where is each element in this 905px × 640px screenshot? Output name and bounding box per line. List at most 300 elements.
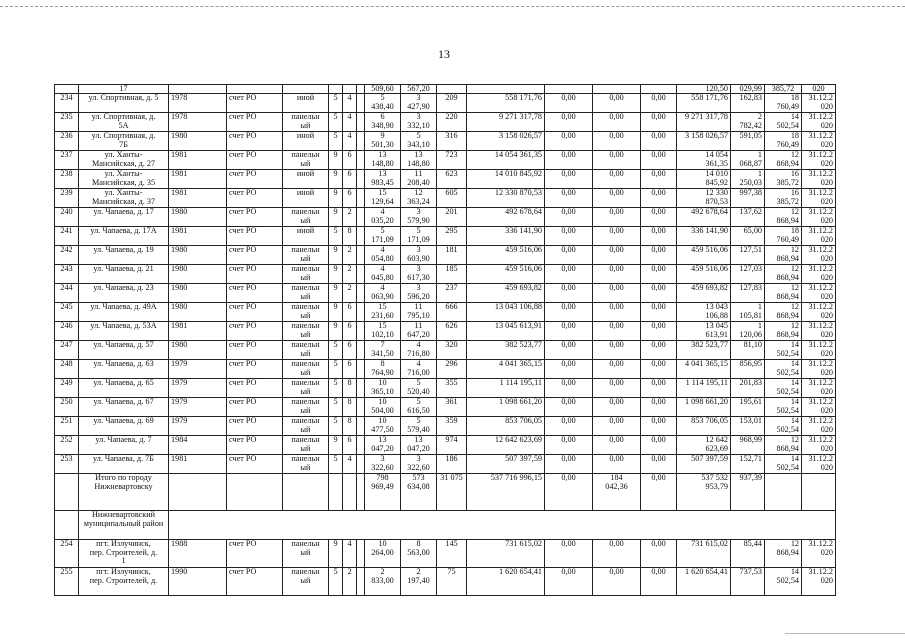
cell-max-cost-line: 14	[790, 454, 799, 464]
cell-area-total	[365, 474, 401, 511]
cell-owners-cost	[677, 398, 731, 417]
cell-fund-b	[593, 208, 641, 227]
cell-row-number	[55, 208, 79, 227]
cell-unit-cost	[731, 436, 765, 455]
cell-owners-cost	[677, 474, 731, 511]
cell-address	[79, 360, 169, 379]
cell-empty	[357, 322, 365, 341]
cell-owners-cost-line: 4 041 365,15	[685, 359, 728, 369]
cell-fund-b	[593, 341, 641, 360]
cell-area-total-line: 8	[380, 359, 385, 369]
cell-unit-cost	[731, 208, 765, 227]
cell-area-living	[401, 94, 437, 113]
cell-wall-material	[283, 265, 329, 284]
cell-area-total-line: 4	[380, 283, 385, 293]
cell-deadline-line: 020	[820, 424, 833, 434]
cell-fund-a-line: 0,00	[561, 264, 576, 274]
cell-floors-line: 9	[333, 283, 338, 293]
cell-year	[169, 417, 227, 436]
cell-area-living-line: 579,90	[407, 215, 430, 225]
cell-residents-line: 623	[445, 169, 458, 179]
cell-max-cost-line: 868,94	[776, 547, 799, 557]
cell-wall-material-line: иной	[296, 188, 315, 198]
cell-unit-cost	[731, 322, 765, 341]
cell-area-living-line: 322,60	[407, 462, 430, 472]
cell-address	[79, 284, 169, 303]
cell-total-cost-line: 1 098 661,20	[499, 397, 542, 407]
cell-fund-c-line: 0,00	[651, 473, 666, 483]
table-row	[55, 284, 836, 303]
cell-wall-material	[283, 227, 329, 246]
cell-max-cost	[765, 379, 802, 398]
cell-row-number-line: 241	[60, 226, 73, 236]
cell-year-line: 1980	[171, 207, 188, 217]
cell-area-living	[401, 303, 437, 322]
cell-residents	[437, 284, 467, 303]
cell-max-cost-line: 12	[790, 150, 799, 160]
cell-owners-cost-line: 13 045	[705, 321, 728, 331]
cell-entrances	[343, 398, 357, 417]
cell-fund-a	[545, 436, 593, 455]
cell-area-living-line: 573	[412, 473, 425, 483]
cell-max-cost-line: 12	[790, 245, 799, 255]
cell-max-cost-line: 14	[790, 567, 799, 577]
cell-fund-a	[545, 265, 593, 284]
cell-fund-c	[641, 379, 677, 398]
city-total-label	[79, 474, 169, 511]
cell-entrances	[343, 417, 357, 436]
cell-fund-c	[641, 303, 677, 322]
cell-entrances-line: 8	[347, 378, 352, 388]
cell-address	[79, 189, 169, 208]
cell-area-total	[365, 417, 401, 436]
cell-deadline	[802, 94, 836, 113]
cell-fund-b-line: 0,00	[609, 169, 624, 179]
cell-fund-method	[227, 246, 283, 265]
cell-fund-method-line: счет РО	[229, 169, 257, 179]
cell-residents	[437, 208, 467, 227]
cell-year-line: 1981	[171, 226, 188, 236]
cell-empty	[329, 474, 343, 511]
cell-wall-material-line: ый	[300, 215, 311, 225]
cell-owners-cost	[677, 170, 731, 189]
cell-total-cost	[467, 246, 545, 265]
cell-max-cost-line: 385,72	[776, 196, 799, 206]
cell-fund-b	[593, 474, 641, 511]
cell-floors-line: 9	[333, 150, 338, 160]
cell-deadline-line: 31.12.2	[808, 539, 833, 549]
cell-fund-b-line: 0,00	[609, 207, 624, 217]
cell-fund-b-line: 0,00	[609, 435, 624, 445]
cell-area-living-line: 3	[416, 207, 421, 217]
cell-total-cost-line: 14 010 845,92	[494, 169, 542, 179]
cell-area-living	[401, 170, 437, 189]
cell-row-number-line: 240	[60, 207, 73, 217]
cell-wall-material-line: панельн	[291, 567, 320, 577]
cell-area-living-line: 11	[414, 321, 423, 331]
cell-fund-a	[545, 540, 593, 568]
cell-entrances	[343, 341, 357, 360]
cell-wall-material	[283, 398, 329, 417]
cell-fund-method	[227, 417, 283, 436]
cell-area-total-line: 054,80	[371, 253, 394, 263]
cell-residents-line: 295	[445, 226, 458, 236]
cell-residents-line: 181	[445, 245, 458, 255]
cell-fund-a-line: 0,00	[561, 454, 576, 464]
cell-fund-c-line: 0,00	[651, 93, 666, 103]
cell-wall-material	[283, 284, 329, 303]
cell-fund-a	[545, 341, 593, 360]
cell-unit-cost-line: 81,10	[743, 340, 762, 350]
cell-fund-c	[641, 189, 677, 208]
cell-floors-line: 9	[333, 188, 338, 198]
cell-owners-cost	[677, 265, 731, 284]
cell-owners-cost-line: 13 043	[705, 302, 728, 312]
cell-fund-b-line: 0,00	[609, 93, 624, 103]
table-row	[55, 540, 836, 568]
cell-address-line: ул. Чапаева, д. 53А	[90, 321, 157, 331]
cell-residents	[437, 113, 467, 132]
cell-owners-cost-line: 731 615,02	[691, 539, 728, 549]
cell-address-line: пгт. Излучинск,	[96, 539, 151, 549]
table-row	[55, 417, 836, 436]
cell-owners-cost-line: 382 523,77	[691, 340, 728, 350]
cell-fund-c-line: 0,00	[651, 226, 666, 236]
cell-residents-line: 605	[445, 188, 458, 198]
cell-residents-line: 201	[445, 207, 458, 217]
district-header-row	[55, 511, 836, 540]
cell-row-number	[55, 113, 79, 132]
cell-max-cost-line: 12	[790, 302, 799, 312]
cell-owners-cost-line: 12 642	[705, 435, 728, 445]
cell-address-line: Мансийская, д. 27	[91, 158, 156, 168]
cell-area-total	[365, 151, 401, 170]
cell-entrances-line: 6	[347, 321, 352, 331]
cell-fund-a-line: 0,00	[561, 539, 576, 549]
cell-empty	[357, 151, 365, 170]
cell-address-line: пгт. Излучинск,	[96, 567, 151, 577]
cell-deadline-line: 020	[820, 158, 833, 168]
cell-unit-cost	[731, 132, 765, 151]
cell-fund-b-line: 0,00	[609, 378, 624, 388]
cell-entrances	[343, 540, 357, 568]
cell-address-line: ул. Спортивная, д.	[91, 131, 156, 141]
cell-max-cost-line: 14	[790, 340, 799, 350]
cell-unit-cost-line: 105,81	[739, 310, 762, 320]
cell-area-living	[401, 208, 437, 227]
cell-row-number	[55, 189, 79, 208]
cell-floors	[329, 322, 343, 341]
cell-unit-cost-line: 591,05	[739, 131, 762, 141]
cell-fund-b-line: 0,00	[609, 567, 624, 577]
cell-fund-b-line: 184	[610, 473, 623, 483]
table-row	[55, 227, 836, 246]
cell-owners-cost-line: 106,88	[705, 310, 728, 320]
cell-max-cost	[765, 455, 802, 474]
cell-floors-line: 5	[333, 397, 338, 407]
cell-deadline-line: 31.12.2	[808, 207, 833, 217]
cell-fund-method	[227, 398, 283, 417]
cell-area-total-line: 047,20	[371, 443, 394, 453]
cell-deadline	[802, 189, 836, 208]
cell-deadline-line: 31.12.2	[808, 188, 833, 198]
cell-year	[169, 322, 227, 341]
cell-address	[79, 436, 169, 455]
cell-area-total	[365, 265, 401, 284]
cell-unit-cost-line: 856,95	[739, 359, 762, 369]
cell-fund-b	[593, 246, 641, 265]
cell-fund-method-line: счет РО	[229, 539, 257, 549]
cell-max-cost	[765, 540, 802, 568]
cell-fund-b	[593, 360, 641, 379]
cell-max-cost-line: 502,54	[776, 386, 799, 396]
cell-total-cost	[467, 151, 545, 170]
cell-area-total-line: 348,90	[371, 120, 394, 130]
cell-area-total-line: 10	[378, 397, 387, 407]
cell-wall-material-line: иной	[296, 93, 315, 103]
cell-address-line: 5А	[118, 120, 129, 130]
cell-entrances	[343, 379, 357, 398]
cell-area-total-line: 501,30	[371, 139, 394, 149]
cell-fund-method-line: счет РО	[229, 397, 257, 407]
cell-max-cost-line: 14	[790, 397, 799, 407]
cell-owners-cost	[677, 303, 731, 322]
cell-fund-c-line: 0,00	[651, 188, 666, 198]
cell-fund-c	[641, 417, 677, 436]
cell-fund-b	[593, 189, 641, 208]
cell-wall-material	[283, 94, 329, 113]
cell-fund-b	[593, 379, 641, 398]
cell-total-cost	[467, 379, 545, 398]
cell-unit-cost-line: 162,83	[739, 93, 762, 103]
cell-floors-line: 9	[333, 169, 338, 179]
cell-empty	[765, 474, 802, 511]
cell-wall-material-line: панельн	[291, 454, 320, 464]
cell-fund-c-line: 0,00	[651, 264, 666, 274]
cell-year	[169, 208, 227, 227]
cell-empty	[357, 189, 365, 208]
cell-owners-cost	[677, 568, 731, 596]
cell-address	[79, 417, 169, 436]
cell-address	[79, 208, 169, 227]
cell-area-living-line: 148,80	[407, 158, 430, 168]
cell-fund-c	[641, 341, 677, 360]
cell-deadline	[802, 540, 836, 568]
cell-fund-c	[641, 94, 677, 113]
cell-area-total-line: 9	[380, 131, 385, 141]
cell-total-cost	[467, 398, 545, 417]
cell-row-number	[55, 540, 79, 568]
cell-area-living	[401, 227, 437, 246]
cell-address	[79, 455, 169, 474]
cell-year-line: 1981	[171, 321, 188, 331]
cell-address-line: ул. Чапаева, д. 65	[93, 378, 154, 388]
cell-wall-material-line: ый	[300, 386, 311, 396]
cell-unit-cost	[731, 341, 765, 360]
cell-wall-material-line: ый	[300, 158, 311, 168]
cell-deadline-line: 020	[820, 443, 833, 453]
cell-residents	[437, 246, 467, 265]
cell-address	[79, 568, 169, 596]
cell-floors-line: 9	[333, 302, 338, 312]
cell-floors	[329, 341, 343, 360]
cell-fund-c	[641, 208, 677, 227]
cell-fund-b-line: 042,36	[605, 481, 628, 491]
cell-address-line: 7Б	[119, 139, 128, 149]
cell-deadline	[802, 227, 836, 246]
cell-total-cost	[467, 455, 545, 474]
cell-max-cost-line: 14	[790, 359, 799, 369]
cell-deadline-line: 020	[820, 196, 833, 206]
cell-deadline-line: 31.12.2	[808, 131, 833, 141]
cell-empty	[357, 227, 365, 246]
cell-residents-line: 296	[445, 359, 458, 369]
cell-wall-material-line: иной	[296, 131, 315, 141]
cell-wall-material-line: панельн	[291, 302, 320, 312]
cell-deadline-line: 31.12.2	[808, 567, 833, 577]
cell-deadline-line: 020	[820, 348, 833, 358]
cell-wall-material	[283, 246, 329, 265]
cell-floors	[329, 208, 343, 227]
cell-row-number	[55, 303, 79, 322]
cell-row-number	[55, 568, 79, 596]
cell-unit-cost-line: 737,53	[739, 567, 762, 577]
table-row	[55, 151, 836, 170]
cell-entrances	[343, 151, 357, 170]
cell-owners-cost	[677, 455, 731, 474]
cell-row-number-line: 238	[60, 169, 73, 179]
cell-area-living-line: 716,80	[407, 348, 430, 358]
cell-owners-cost-line: 459 693,82	[691, 283, 728, 293]
cell-owners-cost	[677, 189, 731, 208]
cell-wall-material-line: ый	[300, 272, 311, 282]
cell-fund-a-line: 0,00	[561, 416, 576, 426]
cell-address-line: 1	[121, 556, 126, 566]
cell-total-cost-line: 12 642 623,69	[494, 435, 542, 445]
cell-max-cost	[765, 189, 802, 208]
cell-area-total	[365, 227, 401, 246]
cell-floors-line: 5	[333, 454, 338, 464]
cell-fund-a-line: 0,00	[561, 150, 576, 160]
cell-fund-c	[641, 246, 677, 265]
cell-area-total-line: 10	[378, 539, 387, 549]
cell-fund-b-line: 0,00	[609, 226, 624, 236]
district-label	[79, 511, 169, 540]
cell-fund-method-line: счет РО	[229, 226, 257, 236]
cell-deadline-line: 020	[820, 367, 833, 377]
cell-residents-line: 316	[445, 131, 458, 141]
cell-fund-c	[641, 474, 677, 511]
cell-total-cost-line: 731 615,02	[505, 539, 542, 549]
cell-wall-material-line: панельн	[291, 340, 320, 350]
cell-entrances	[343, 170, 357, 189]
cell-total-cost-line: 13 043 106,88	[494, 302, 542, 312]
cell-area-living	[401, 455, 437, 474]
cell-fund-b	[593, 170, 641, 189]
cell-entrances-line: 6	[347, 188, 352, 198]
cell-fund-a-line: 0,00	[561, 378, 576, 388]
cell-fund-a-line: 0,00	[561, 283, 576, 293]
cell-unit-cost	[731, 151, 765, 170]
cell-owners-cost-line: 336 141,90	[691, 226, 728, 236]
cell-fund-b-line: 0,00	[609, 112, 624, 122]
cell-address	[79, 398, 169, 417]
cell-fund-c	[641, 132, 677, 151]
cell-deadline-line: 020	[820, 120, 833, 130]
cell-deadline-line: 31.12.2	[808, 264, 833, 274]
cell-area-living-line: 363,24	[407, 196, 430, 206]
cell-unit-cost	[731, 113, 765, 132]
cell-fund-c-line: 0,00	[651, 245, 666, 255]
cell-residents	[437, 474, 467, 511]
cell-fund-c-line: 0,00	[651, 169, 666, 179]
cell-max-cost-line: 502,54	[776, 424, 799, 434]
cell-wall-material-line: ый	[300, 367, 311, 377]
cell-area-total: 509,60	[365, 85, 401, 94]
cell-row-number-line: 254	[60, 539, 73, 549]
cell-fund-method	[227, 189, 283, 208]
cell-unit-cost-line: 85,44	[743, 539, 762, 549]
cell-entrances	[343, 436, 357, 455]
table-row	[55, 265, 836, 284]
cell-area-total-line: 13	[378, 169, 387, 179]
cell-area-total-line: 231,60	[371, 310, 394, 320]
cell-max-cost	[765, 208, 802, 227]
cell-floors	[329, 151, 343, 170]
cell-fund-c-line: 0,00	[651, 416, 666, 426]
cell-fund-a	[545, 113, 593, 132]
cell-area-living-line: 5	[416, 226, 421, 236]
cell-fund-a	[545, 417, 593, 436]
cell-total-cost-line: 507 397,59	[505, 454, 542, 464]
cell-entrances-line: 6	[347, 302, 352, 312]
cell-deadline	[802, 436, 836, 455]
table-row	[55, 246, 836, 265]
cell-year	[169, 341, 227, 360]
cell-floors	[329, 360, 343, 379]
cell-residents	[437, 568, 467, 596]
cell-residents-line: 220	[445, 112, 458, 122]
cell-area-total-line: 063,90	[371, 291, 394, 301]
cell-row-number	[55, 227, 79, 246]
cell-area-living-line: 3	[416, 264, 421, 274]
cell-area-total-line: 6	[380, 112, 385, 122]
cell-area-living-line: 047,20	[407, 443, 430, 453]
cell-address	[79, 379, 169, 398]
cell-owners-cost	[677, 208, 731, 227]
table-row	[55, 113, 836, 132]
cell-empty	[357, 284, 365, 303]
cell-wall-material-line: панельн	[291, 416, 320, 426]
cell-total-cost-line: 14 054 361,35	[494, 150, 542, 160]
cell-unit-cost	[731, 284, 765, 303]
cell-owners-cost	[677, 246, 731, 265]
cell-area-total	[365, 436, 401, 455]
cell-area-total	[365, 398, 401, 417]
cell-owners-cost	[677, 360, 731, 379]
cell-fund-method	[227, 303, 283, 322]
cell-fund-a	[545, 398, 593, 417]
cell-entrances	[343, 568, 357, 596]
cell-address-line: ул. Ханты-	[104, 188, 143, 198]
cell-fund-a-line: 0,00	[561, 397, 576, 407]
cell-unit-cost-line: 968,99	[739, 435, 762, 445]
cell-total-cost	[467, 284, 545, 303]
cell-floors	[329, 265, 343, 284]
cell-fund-a-line: 0,00	[561, 435, 576, 445]
cell-area-living-line: 2	[416, 567, 421, 577]
cell-address-line: ул. Спортивная, д. 5	[88, 93, 159, 103]
